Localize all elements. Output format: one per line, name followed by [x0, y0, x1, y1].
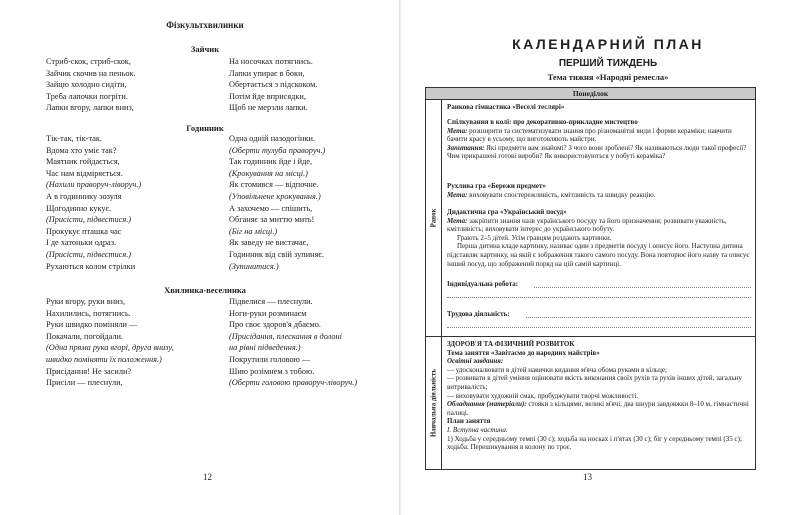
poem-line: (Одна пряма рука вгорі, друга внизу,: [46, 343, 174, 353]
poem-line: Щогодинно кукує.: [46, 203, 112, 213]
poem-line: І де хатоньки одраз.: [46, 238, 117, 248]
poem-title-zaichyk: Зайчик: [190, 44, 220, 54]
poem-line: На носочках потягнись.: [229, 57, 313, 66]
edu-side-label: Навчальна діяльність: [426, 337, 442, 469]
page-number-left: 12: [203, 472, 212, 482]
page-number-right: 13: [583, 472, 592, 482]
poem-line: Лапки упирає в боки,: [229, 68, 305, 78]
morning-side-label: Ранок: [426, 100, 442, 336]
poem-line: Потім йде вприсядки,: [229, 91, 306, 101]
labor-activity-line: [526, 317, 751, 318]
morning-game1: Рухлива гра «Бережи предмет» Мета: виховувати спостережливість, кмітливість та швидку реакцію.: [447, 182, 656, 199]
poem-line: Зайцю холодно сидіти,: [46, 80, 127, 90]
poem-line: (Присідання, плескання в долоні: [229, 331, 342, 341]
day-header: Понеділок: [426, 88, 755, 100]
poem-line: Ноги-руки розминаєм: [229, 308, 307, 318]
poem-line: Тік-так, тік-так.: [46, 134, 102, 143]
poem-line: Руки вгору, руки вниз,: [46, 297, 125, 306]
poem-line: Присідання! Не засили?: [46, 366, 132, 376]
poem-line: (Оберти тулуба праворуч.): [229, 145, 326, 155]
poem-line: Треба лапочки погріти.: [46, 91, 128, 101]
poem-line: Стриб-скок, стриб-скок,: [46, 57, 131, 66]
poem-line: Про своє здоров'я дбаємо.: [229, 320, 321, 330]
poem-line: Вдома хто уміє так?: [46, 145, 117, 155]
poem-line: Руки швидко поміняли —: [46, 320, 138, 330]
poem-title-hodynnyk: Годинник: [186, 123, 224, 133]
poem-line: на рівні підведення.): [229, 343, 301, 353]
poem-line: (Уповільнене крокування.): [229, 191, 321, 201]
theme-value: «Народні ремесла»: [595, 72, 669, 82]
poem-line: Зайчик скочив на пеньок.: [46, 68, 136, 78]
labor-activity-label: Трудова діяльність:: [447, 310, 510, 318]
edu-content: ЗДОРОВ'Я ТА ФІЗИЧНИЙ РОЗВИТОК Тема заняття «Завітаємо до народних майстрів» Освітні завдання: — удосконалювати в дітей навички кидання м'яча обома руками в кільце; — розвивати в дітей уміння оцінювати якість виконання своїх рухів та рухів інших дітей, загальну витривалість; — виховувати художній смак, пробуджувати творчі можливості. Обладнання (матеріали): стояки з кільцями, великі м'ячі, два шнури завдовжки 8–10 м, гімнастичні палиці. План заняття І. Вступна частина. 1) Ходьба у середньому темпі (30 с); ходьба на носках і п'ятах (30 с); біг у середньому темпі (35 с); ходьба. Перешикування в колону по троє.: [447, 340, 749, 452]
poem-line: Нахилились, потягнись.: [46, 308, 131, 318]
poem-line: Обертається з підскоком.: [229, 80, 318, 90]
section-title: Фізкультхвилинки: [166, 20, 244, 30]
poem-line: Покачали, погойдали.: [46, 331, 124, 341]
poem-line: (Крокування на місці.): [229, 168, 308, 178]
calendar-table: [425, 87, 756, 470]
section-divider: [426, 336, 755, 337]
poem-line: Маятник гойдається,: [46, 157, 120, 167]
poem-khvylynka-left: [46, 296, 174, 389]
poem-line: (Зупинитися.): [229, 261, 279, 271]
week-title: ПЕРШИЙ ТИЖДЕНЬ: [558, 58, 658, 69]
morning-gym: Ранкова гімнастика «Веселі теслярі»: [447, 103, 565, 111]
poem-line: швидко поміняти їх положення.): [46, 354, 162, 364]
poem-khvylynka-right: [229, 296, 357, 389]
poem-hodynnyk-right: [229, 133, 325, 272]
morning-game2: Дидактична гра «Український посуд» Мета: закріпити знання назв українського посуду та його призначення; розвивати уважність, кмітливість; виховувати інтерес до українського побуту. Грають 2–5 дітей. Усім гравцям роздають картинки. Перша дитина кладе картинку, називає один з предметів посуду і описує його. Наступна дитина підставляє картинку, на якій є зображення такого самого посуду. Вона повторює його назву та описує інший посуд, що зображений поряд на цій самій картинці.: [447, 208, 750, 268]
poem-hodynnyk-left: [46, 133, 141, 272]
poem-line: Одна одній назодогінки.: [229, 134, 316, 143]
individual-work-line: [447, 297, 751, 298]
poem-line: Лапки вгору, лапки вниз,: [46, 103, 134, 113]
poem-line: Покрутили головою —: [229, 354, 311, 364]
poem-line: Шию розімнем з тобою.: [229, 366, 315, 376]
theme-label: Тема тижня: [547, 72, 594, 82]
poem-zaichyk-right: [229, 56, 317, 114]
individual-work-line: [534, 287, 751, 288]
poem-line: Як заведу не вистачає,: [229, 238, 309, 248]
poem-title-khvylynka: Хвилинка-веселинка: [164, 285, 246, 295]
poem-line: Присіли — плеснули,: [46, 378, 123, 388]
poem-line: А захочемо — спішить,: [229, 203, 313, 213]
poem-line: Час нам відміряється.: [46, 168, 123, 178]
calendar-title: КАЛЕНДАРНИЙ ПЛАН: [512, 36, 704, 52]
poem-line: Підвелися — плеснули.: [229, 297, 313, 306]
poem-line: (Присісти, підвестися.): [46, 215, 132, 225]
poem-line: (Нахили праворуч-ліворуч.): [46, 180, 142, 190]
poem-line: Годинник від свій зупиняє.: [229, 249, 325, 259]
morning-talk: Спілкування в колі: про декоративно-прикладне мистецтво Мета: розширити та систематизувати знання про різноманітні види і форми кераміки; навчити бачити красу в усьому, що виготовляють майстри. Запитання: Які предмети вам знайомі? З чого вони зроблені? Як називаються люди такої професії? Чим прикрашені готові вироби? Як використовуються у побуті кераміка?: [447, 118, 747, 161]
poem-line: Обганяє за миттю мить!: [229, 215, 315, 225]
poem-line: (Присісти, підвестися.): [46, 249, 132, 259]
poem-line: Так годинник йде і йде,: [229, 157, 313, 167]
week-theme: [470, 72, 746, 82]
individual-work-label: Індивідуальна робота:: [447, 280, 519, 288]
poem-line: А в годиннику зозуля: [46, 191, 122, 201]
poem-line: Щоб не мерзли лапки.: [229, 103, 308, 113]
poem-line: Як стомився — відпочне.: [229, 180, 319, 190]
poem-zaichyk-left: [46, 56, 136, 114]
poem-line: (Біг на місці.): [229, 226, 278, 236]
poem-line: Рухаються колом стрілки: [46, 261, 136, 271]
poem-line: (Оберти головою праворуч-ліворуч.): [229, 378, 358, 388]
poem-line: Прокукує пташка час: [46, 226, 122, 236]
book-spine: [399, 0, 401, 515]
labor-activity-line: [447, 327, 751, 328]
